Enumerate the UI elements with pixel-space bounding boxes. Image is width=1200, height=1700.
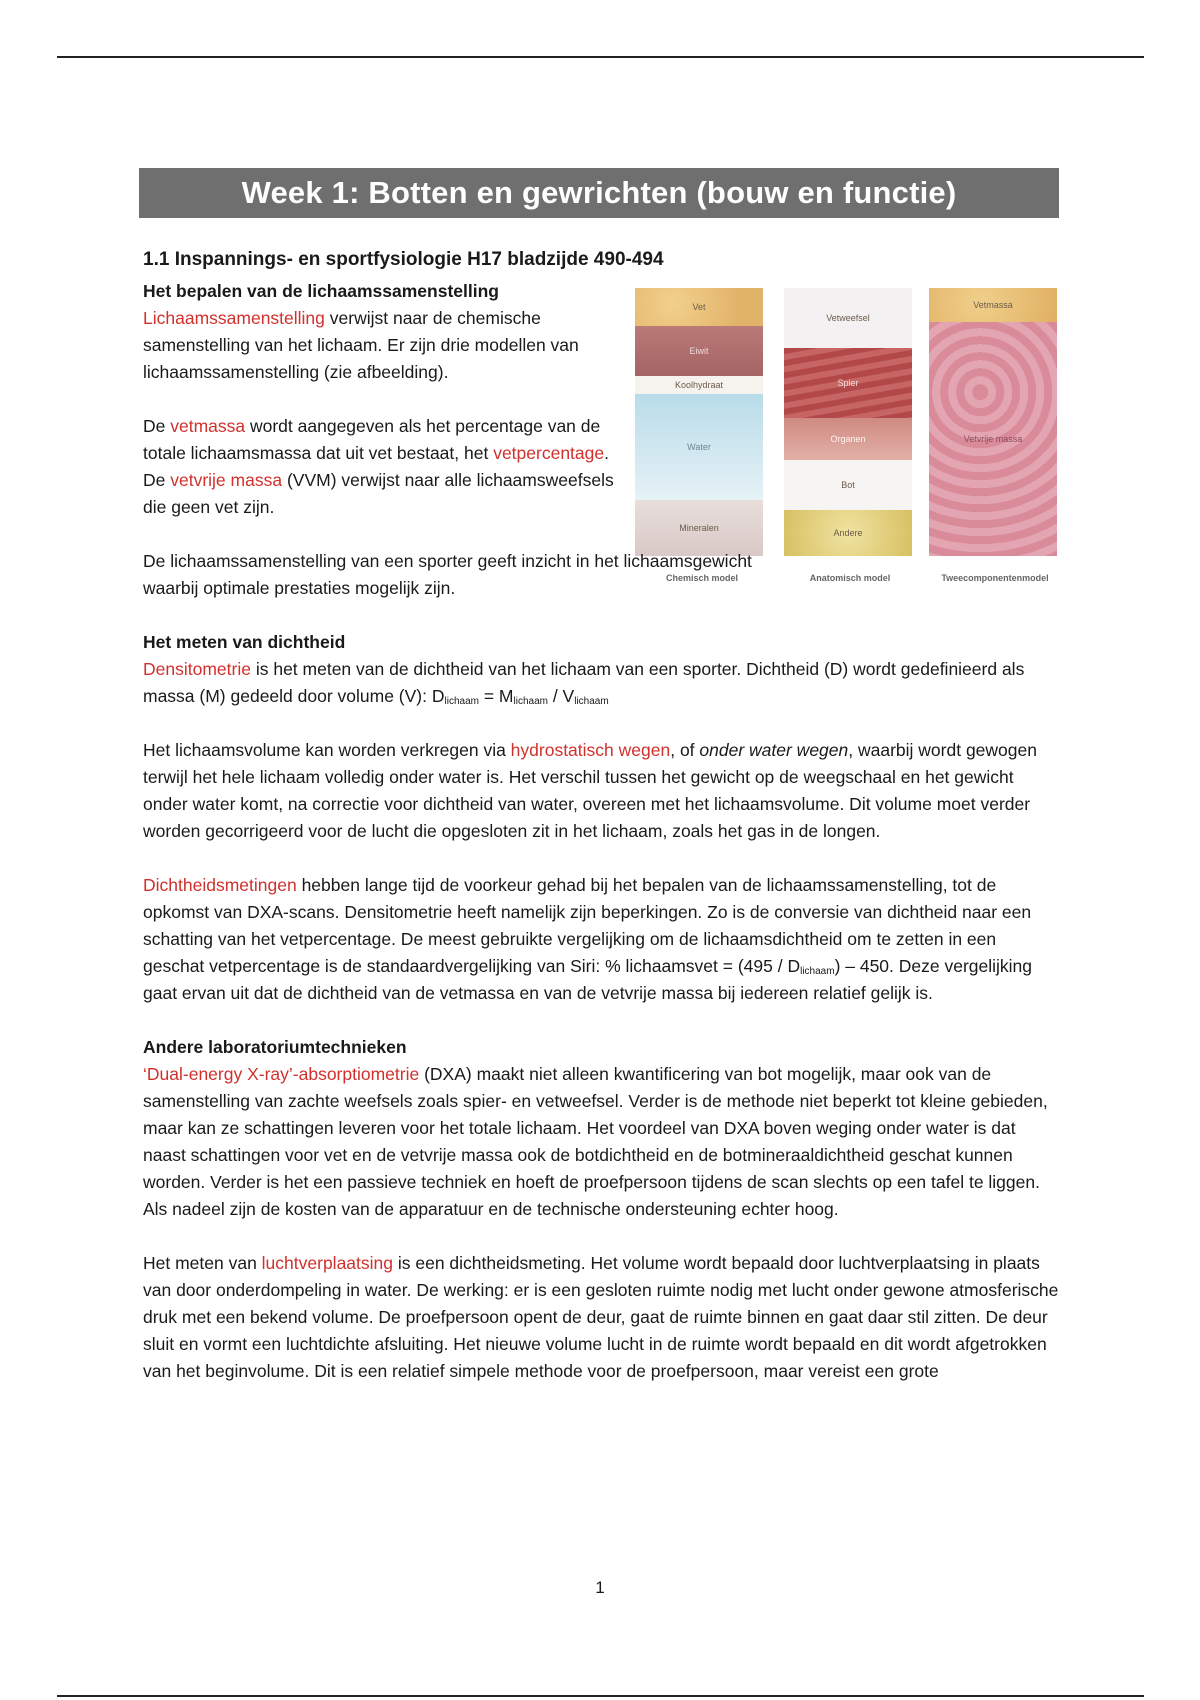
subscript: lichaam xyxy=(513,696,548,707)
anatomical-model-caption: Anatomisch model xyxy=(809,573,891,583)
text: Het lichaamsvolume kan worden verkregen via xyxy=(143,740,511,760)
key-term: vetmassa xyxy=(170,416,246,436)
text: (VVM) verwijst naar alle lichaamsweefsels die geen vet zijn. xyxy=(143,470,614,517)
paragraph xyxy=(143,305,618,386)
subscript: lichaam xyxy=(574,696,609,707)
key-term: hydrostatisch wegen xyxy=(510,740,671,760)
key-term: ‘Dual-energy X-ray’-absorptiometrie xyxy=(143,1064,420,1084)
text: , waarbij wordt gewogen terwijl het hele lichaam volledig onder water is. Het verschil tussen het gewicht op de weegschaal en het gewicht onder water komt, na correctie voor dichtheid van water, overeen met het lichaamsvolume. Dit volume moet verder worden gecorrigeerd voor de lucht die opgesloten zit in het lichaam, zoals het gas in de longen. xyxy=(143,740,1037,841)
layer-fat-free-mass: Vetvrije massa xyxy=(929,322,1057,556)
subscript: lichaam xyxy=(800,966,835,977)
paragraph xyxy=(143,656,1060,710)
chemical-model-caption: Chemisch model xyxy=(665,573,739,583)
two-component-model-caption: Tweecomponentenmodel xyxy=(941,573,1049,583)
footer-rule xyxy=(57,1695,1144,1697)
key-term: Dichtheidsmetingen xyxy=(143,875,297,895)
key-term: vetvrije massa xyxy=(170,470,283,490)
text: , of xyxy=(670,740,700,760)
section-heading: 1.1 Inspannings- en sportfysiologie H17 bladzijde 490-494 xyxy=(143,249,664,270)
paragraph xyxy=(143,872,1060,1007)
paragraph: De lichaamssamenstelling van een sporter geeft inzicht in het lichaamsgewicht waarbij optimale prestaties mogelijk zijn. xyxy=(143,551,752,598)
layer-other: Andere xyxy=(784,510,912,556)
layer-adipose: Vetweefsel xyxy=(784,288,912,348)
key-term: Densitometrie xyxy=(143,659,251,679)
text: / V xyxy=(547,686,575,706)
text: verwijst naar de chemische samenstelling van het lichaam. Er zijn drie modellen van lichaamssamenstelling (zie afbeelding). xyxy=(143,308,579,382)
key-term: vetpercentage xyxy=(493,443,605,463)
page-title: Week 1: Botten en gewrichten (bouw en functie) xyxy=(139,168,1059,218)
text: Het meten van xyxy=(143,1253,262,1273)
subheading-composition: Het bepalen van de lichaamssamenstelling xyxy=(143,281,499,301)
key-term: Lichaamssamenstelling xyxy=(143,308,325,328)
layer-carbohydrate: Koolhydraat xyxy=(635,376,763,394)
text: ) – 450. Deze vergelijking gaat ervan uit dat de dichtheid van de vetmassa en van de vetvrije massa bij iedereen relatief gelijk is. xyxy=(143,956,1033,1003)
key-term: luchtverplaatsing xyxy=(261,1253,393,1273)
text: . De xyxy=(143,443,609,490)
text: De xyxy=(143,416,171,436)
layer-fat-mass: Vetmassa xyxy=(929,288,1057,322)
subscript: lichaam xyxy=(444,696,479,707)
text: = M xyxy=(478,686,514,706)
layer-water: Water xyxy=(635,394,763,500)
text: hebben lange tijd de voorkeur gehad bij het bepalen van de lichaamssamenstelling, tot de opkomst van DXA-scans. Densitometrie heeft namelijk zijn beperkingen. Zo is de conversie van dichtheid naar een schatting van het vetpercentage. De meest gebruikte vergelijking om de lichaamsdichtheid om te zetten in een geschat vetpercentage is de standaardvergelijking van Siri: % lichaamsvet = (495 / D xyxy=(143,875,1032,976)
document-body xyxy=(143,246,1060,1385)
subheading-lab-techniques: Andere laboratoriumtechnieken xyxy=(143,1037,407,1057)
layer-organs: Organen xyxy=(784,418,912,460)
text: (DXA) maakt niet alleen kwantificering van bot mogelijk, maar ook van de samenstelling van zachte weefsels zoals spier- en vetweefsel. Verder is de methode niet beperkt tot kleine gebieden, maar kan ze schattingen leveren voor het totale lichaam. Het voordeel van DXA boven weging onder water is dat naast schattingen voor vet en de vetvrije massa ook de botdichtheid en de botmineraaldichtheid geschat kunnen worden. Verder is het een passieve techniek en hoeft de proefpersoon tijdens de scan slechts op een tafel te liggen. Als nadeel zijn de kosten van de apparatuur en de technische ondersteuning echter hoog. xyxy=(143,1064,1048,1219)
layer-bone: Bot xyxy=(784,460,912,510)
paragraph xyxy=(143,413,618,521)
text: wordt aangegeven als het percentage van de totale lichaamsmassa dat uit vet bestaat, het xyxy=(143,416,601,463)
subheading-density: Het meten van dichtheid xyxy=(143,632,346,652)
paragraph xyxy=(143,737,1060,845)
paragraph xyxy=(143,1250,1060,1385)
layer-fat: Vet xyxy=(635,288,763,326)
layer-muscle: Spier xyxy=(784,348,912,418)
text: is het meten van de dichtheid van het lichaam van een sporter. Dichtheid (D) wordt gedefinieerd als massa (M) gedeeld door volume (V): D xyxy=(143,659,1025,706)
header-rule xyxy=(57,56,1144,58)
layer-minerals: Mineralen xyxy=(635,500,763,556)
italic-term: onder water wegen xyxy=(699,740,849,760)
page-number: 1 xyxy=(595,1578,605,1597)
layer-protein: Eiwit xyxy=(635,326,763,376)
paragraph xyxy=(143,1061,1060,1223)
text: is een dichtheidsmeting. Het volume wordt bepaald door luchtverplaatsing in plaats van door onderdompeling in water. De werking: er is een gesloten ruimte nodig met lucht onder gewone atmosferische druk met een bekend volume. De proefpersoon opent de deur, gaat de ruimte binnen en gaat daar stil zitten. De deur sluit en vormt een luchtdichte afsluiting. Het nieuwe volume lucht in de ruimte wordt bepaald en dit wordt afgetrokken van het beginvolume. Dit is een relatief simpele methode voor de proefpersoon, maar vereist een grote xyxy=(143,1253,1059,1381)
